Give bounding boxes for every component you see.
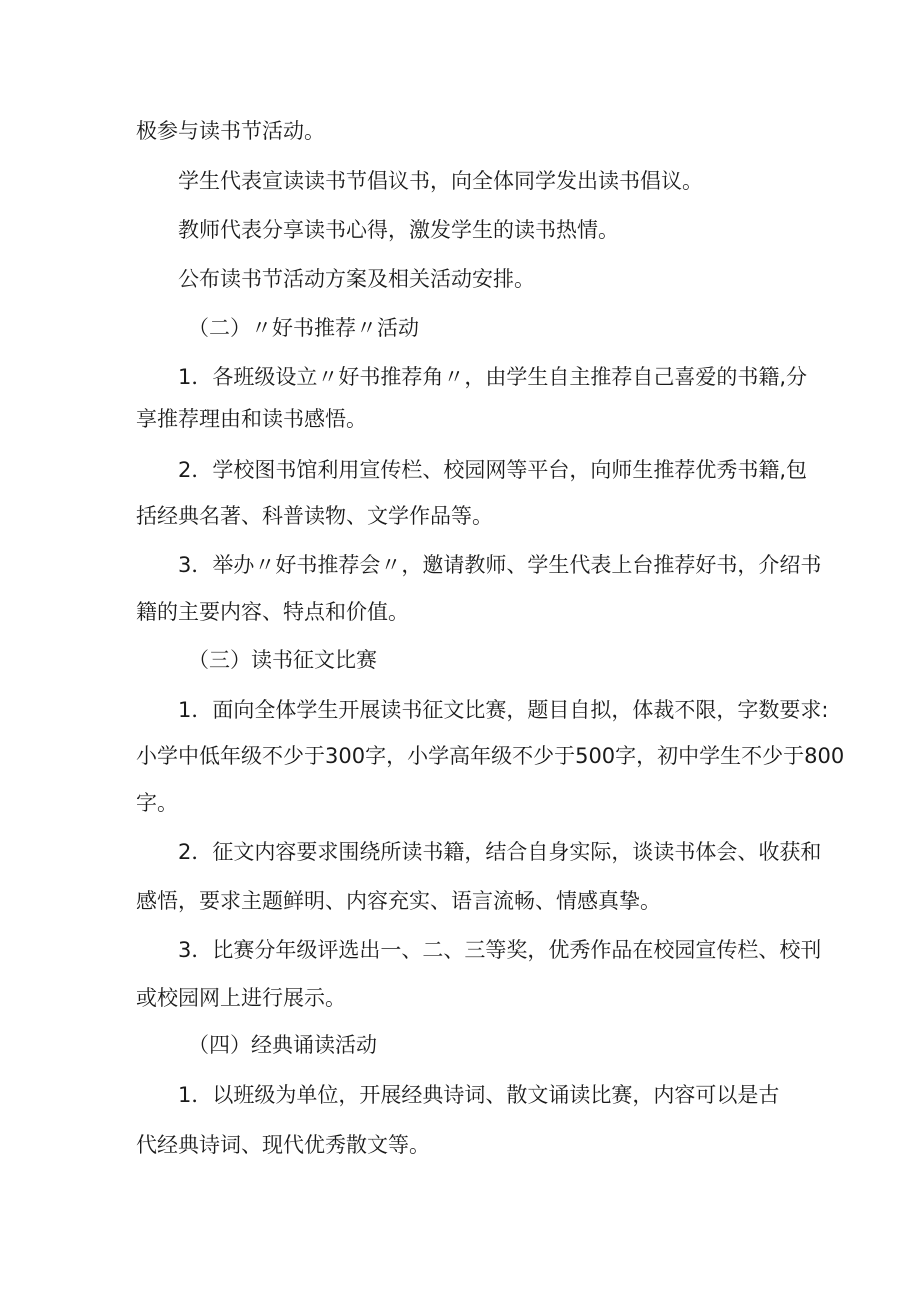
list-item-line: 1．各班级设立〃好书推荐角〃，由学生自主推荐自己喜爱的书籍,分 <box>178 365 808 389</box>
section-heading: （四）经典诵读活动 <box>188 1033 377 1057</box>
list-item-line: 括经典名著、科普读物、文学作品等。 <box>136 504 493 528</box>
list-item-line: 3．举办〃好书推荐会〃，邀请教师、学生代表上台推荐好书，介绍书 <box>178 553 822 577</box>
section-heading: （二）〃好书推荐〃活动 <box>188 316 419 340</box>
list-item-line: 小学中低年级不少于300字，小学高年级不少于500字，初中学生不少于800 <box>136 744 845 768</box>
paragraph-line: 极参与读书节活动。 <box>136 119 325 143</box>
section-heading: （三）读书征文比赛 <box>188 648 377 672</box>
list-item-line: 或校园网上进行展示。 <box>136 986 346 1010</box>
paragraph-line: 教师代表分享读书心得，激发学生的读书热情。 <box>178 218 619 242</box>
list-item-line: 2．征文内容要求围绕所读书籍，结合自身实际，谈读书体会、收获和 <box>178 840 822 864</box>
list-item-line: 籍的主要内容、特点和价值。 <box>136 600 409 624</box>
list-item-line: 享推荐理由和读书感悟。 <box>136 407 367 431</box>
list-item-line: 字。 <box>136 791 178 815</box>
list-item-line: 1．面向全体学生开展读书征文比赛，题目自拟，体裁不限，字数要求: <box>178 698 829 722</box>
list-item-line: 2．学校图书馆利用宣传栏、校园网等平台，向师生推荐优秀书籍,包 <box>178 458 808 482</box>
paragraph-line: 学生代表宣读读书节倡议书，向全体同学发出读书倡议。 <box>178 169 703 193</box>
list-item-line: 1．以班级为单位，开展经典诗词、散文诵读比赛，内容可以是古 <box>178 1083 780 1107</box>
list-item-line: 代经典诗词、现代优秀散文等。 <box>136 1133 430 1157</box>
list-item-line: 3．比赛分年级评选出一、二、三等奖，优秀作品在校园宣传栏、校刊 <box>178 938 822 962</box>
paragraph-line: 公布读书节活动方案及相关活动安排。 <box>178 267 535 291</box>
list-item-line: 感悟，要求主题鲜明、内容充实、语言流畅、情感真挚。 <box>136 889 661 913</box>
